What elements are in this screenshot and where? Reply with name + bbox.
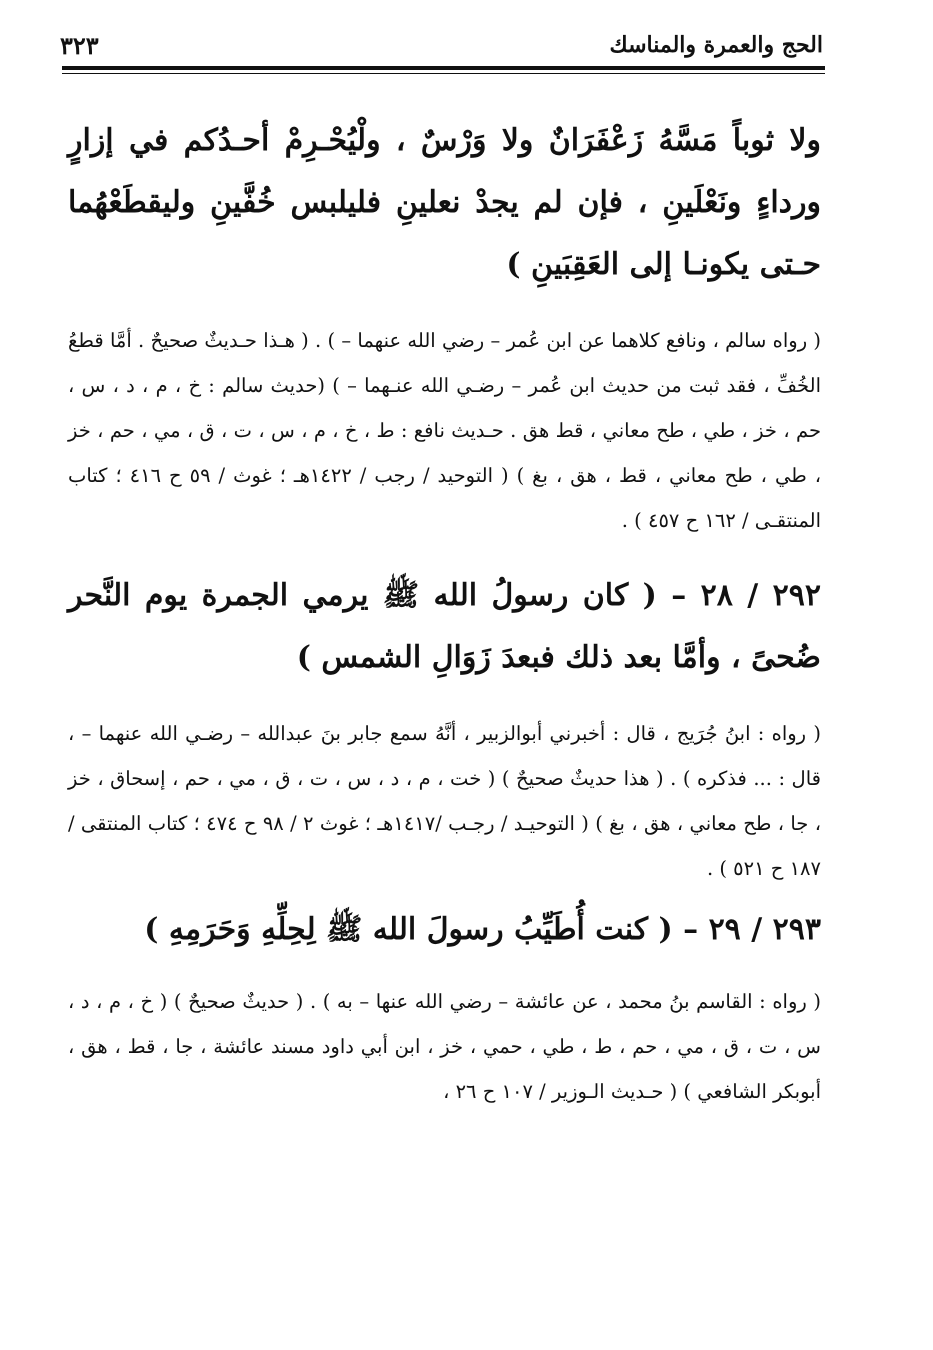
hadith-text: ٢٩٣ / ٢٩ – ( كنت أُطَيِّبُ رسولَ الله ﷺ لِحِلِّهِ وَحَرَمِهِ )	[144, 912, 821, 947]
header-rule-thick	[62, 66, 825, 70]
takhrij-text: ( رواه : ابنُ جُرَيج ، قال : أخبرني أبوالزبير ، أنَّهُ سمع جابر بنَ عبدالله – رضـي الله عنهما – ، قال : ... فذكره ) . ( هذا حديثٌ صحيحٌ ) ( خت ، م ، د ، س ، ت ، ق ، مي ، حم ، إسحاق ، خز ، جا ، طح معاني ، هق ، بغ ) ( التوحيـد / رجـب /١٤١٧هـ ؛ غوث ٢ / ٩٨ ح ٤٧٤ ؛ كتاب المنتقى / ١٨٧ ح ٥٢١ ) .	[68, 722, 821, 880]
chapter-title: الحج والعمرة والمناسك	[609, 32, 823, 58]
takhrij-text: ( رواه : القاسم بنُ محمد ، عن عائشة – رضي الله عنها – به ) . ( حديثٌ صحيحٌ ) ( خ ، م ، د ، س ، ت ، ق ، مي ، حم ، ط ، طي ، حمي ، خز ، ابن أبي داود مسند عائشة ، جا ، قط ، هق ، أبوبكر الشافعي ) ( حـديث الـوزير / ١٠٧ ح ٢٦ ،	[68, 990, 821, 1103]
page-number: ٣٢٣	[60, 30, 99, 60]
header-rule-thin	[62, 73, 825, 74]
hadith-text: ولا ثوباً مَسَّهُ زَعْفَرَانٌ ولا وَرْسٌ ، ولْيُحْـرِمْ أحـدُكم في إزارٍ ورداءٍ ونَعْلَينِ ، فإن لم يجدْ نعلينِ فليلبس خُفَّينِ وليقطَعْهُما حـتى يكونـا إلى العَقِبَينِ )	[68, 123, 821, 282]
hadith-entry	[68, 899, 821, 1114]
hadith-entry	[68, 565, 821, 891]
hadith-entry	[68, 110, 821, 543]
hadith-text: ٢٩٢ / ٢٨ – ( كان رسولُ الله ﷺ يرمي الجمرة يوم النَّحر ضُحىً ، وأمَّا بعد ذلك فبعدَ زَوَالِ الشمس )	[68, 578, 821, 675]
running-header	[60, 28, 823, 62]
page-body	[68, 110, 821, 1114]
takhrij-text: ( رواه سالم ، ونافع كلاهما عن ابن عُمر – رضي الله عنهما – ) . ( هـذا حـديثٌ صحيحٌ . أمَّا قطعُ الخُفِّ ، فقد ثبت من حديث ابن عُمر – رضـي الله عنـهما – ) (حديث سالم : خ ، م ، د ، س ، حم ، خز ، طي ، طح معاني ، قط هق . حـديث نافع : ط ، خ ، م ، س ، ت ، ق ، مي ، حم ، خز ، طي ، طح معاني ، قط ، هق ، بغ ) ( التوحيد / رجب / ١٤٢٢هـ ؛ غوث / ٥٩ ح ٤١٦ ؛ كتاب المنتقـى / ١٦٢ ح ٤٥٧ ) .	[68, 329, 822, 532]
